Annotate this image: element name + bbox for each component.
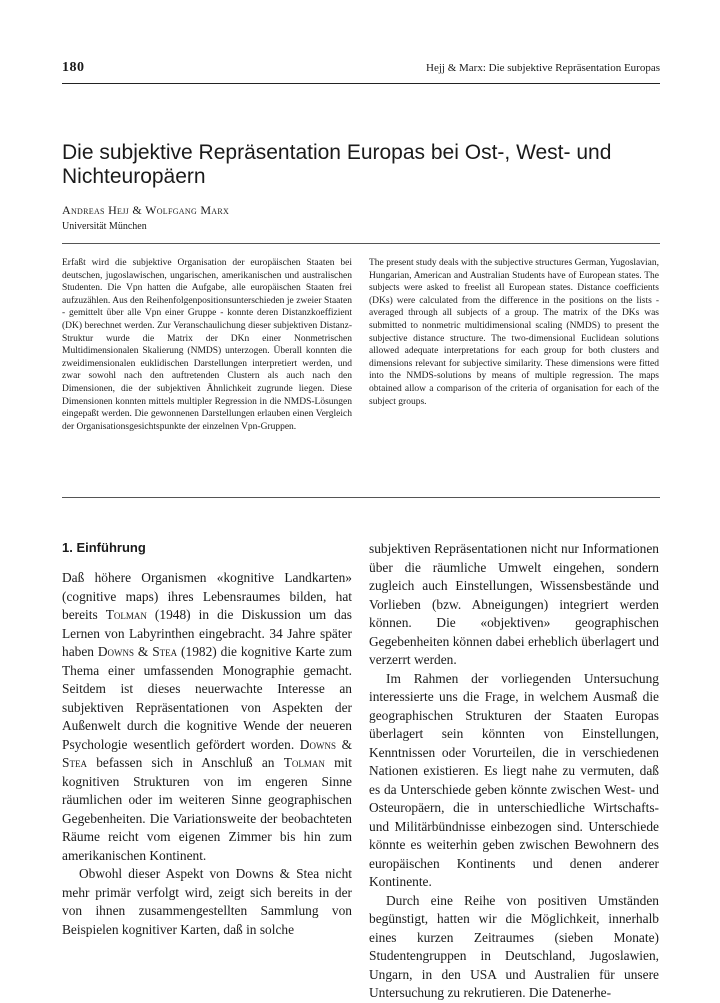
body-paragraph-continued: subjektiven Repräsentationen nicht nur Informationen über die räumliche Umwelt eingehen, sondern zugleich auch Einstellungen, Wissensbestände und Vorlieben (bzw. Abneigungen) integriert werden können. Die «objektiven» geographischen Gegebenheiten können dabei erheblich überlagert und verzerrt werden. xyxy=(369,541,659,667)
abstract-top-rule xyxy=(62,243,660,244)
body-paragraph: Daß höhere Organismen «kognitive Landkarten» (cognitive maps) ihres Lebensraumes bilden, hat bereits Tolman (1948) in die Diskussion um das Lernen von Labyrinthen eingebracht. 34 Jahre später haben Downs & Stea (1982) die kognitive Karte zum Thema einer umfassenden Monographie gemacht. Seitdem ist dieses neuerwachte Interesse an subjektiven Repräsentationen von Aspekten der Außenwelt durch die kognitive Wende der neueren Psychologie wesentlich gefördert worden. Downs & Stea befassen sich in Anschluß an Tolman mit kognitiven Strukturen von im engeren Sinne räumlichen oder im weiteren Sinne geographischen Gegebenheiten. Die Variationsweite der beobachteten Räume reicht vom eigenen Zimmer bis hin zum amerikanischen Kontinent. xyxy=(62,570,352,863)
abstract-german: Erfaßt wird die subjektive Organisation der europäischen Staaten bei deutschen, jugoslawischen, ungarischen, amerikanischen und australischen Studenten. Die Vpn hatten die Aufgabe, alle europäischen Staaten frei aufzuzählen. Aus den Reihenfolgenpositionsunterschieden je zweier Staaten - gemittelt über alle Vpn einer Gruppe - konnte deren Distanzkoeffizient (DK) berechnet werden. Zur Veranschaulichung dieser subjektiven Distanz-Struktur wurde die Matrix der DKn einer Nonmetrischen Multidimensionalen Skalierung (NMDS) unterzogen. Überall konnten die zweidimensionalen euklidischen Darstellungen interpretiert werden, und zwar sowohl nach den auftretenden Clustern als auch nach den Dimensionen, die der subjektiven Ähnlichkeit zugrunde liegen. Diese Dimensionen konnten mittels multipler Regression in die NMDS-Lösungen eingepaßt werden. Die gewonnenen Darstellungen erlauben einen Vergleich der Organisationsgesichtspunkte der einzelnen Vpn-Gruppen. xyxy=(62,258,352,432)
body-column-left xyxy=(62,569,352,939)
running-header: Hejj & Marx: Die subjektive Repräsentation Europas xyxy=(426,62,660,74)
body-paragraph: Im Rahmen der vorliegenden Untersuchung interessierte uns die Frage, in welchem Ausmaß die geographischen Strukturen der Staaten Europas überlagert sein könnten von Einstellungen, Kenntnissen oder Vorurteilen, die in verschiedenen Nationen existieren. Es liegt nahe zu vermuten, daß es da Unterschiede geben könnte zwischen West- und Osteuropäern, die in unterschiedliche Wirtschafts- und Militärbündnisse einbezogen sind. Unterschiede könnte es weiterhin geben zwischen Bewohnern des europäischen Kontinents und denen anderer Kontinente. xyxy=(369,670,659,889)
body-column-right xyxy=(369,540,659,1003)
page-number: 180 xyxy=(62,60,85,75)
body-paragraph: Durch eine Reihe von positiven Umständen begünstigt, hatten wir die Möglichkeit, innerhalb eines kurzen Zeitraumes (sieben Monate) Studentengruppen in Deutschland, Jugoslawien, Ungarn, in den USA und Australien für unsere Untersuchung zu rekrutieren. Die Datenerhe- xyxy=(369,892,659,1000)
header-rule xyxy=(62,83,660,84)
body-paragraph: Obwohl dieser Aspekt von Downs & Stea nicht mehr primär verfolgt wird, zeigt sich bereits in der von ihnen zusammengestellten Sammlung von Beispielen kognitiver Karten, daß in solche xyxy=(62,866,352,937)
article-title: Die subjektive Repräsentation Europas bei Ost-, West- und Nichteuropäern xyxy=(62,141,612,188)
abstract-bottom-rule xyxy=(62,497,660,498)
abstract-english: The present study deals with the subjective structures German, Yugoslavian, Hungarian, American and Australian Students have of European states. The subjects were asked to freelist all European states. Distance coefficients (DKs) were calculated from the difference in the positions on the lists - averaged through all subjects of a group. The matrix of the DKs was submitted to nonmetric multidimensional scaling (NMDS) to present the subjective distance structure. The two-dimensional Euclidean solutions allowed adequate interpretations for each group for both clusters and dimensions relevant for subjective similarity. These dimensions were fitted into the NMDS-solutions by means of multiple regression. The maps obtained allow a comparison of the criteria of organisation for each of the subject groups. xyxy=(369,258,659,407)
article-authors: Andreas Hejj & Wolfgang Marx xyxy=(62,203,230,217)
section-heading: 1. Einführung xyxy=(62,540,146,555)
article-affiliation: Universität München xyxy=(62,221,147,232)
